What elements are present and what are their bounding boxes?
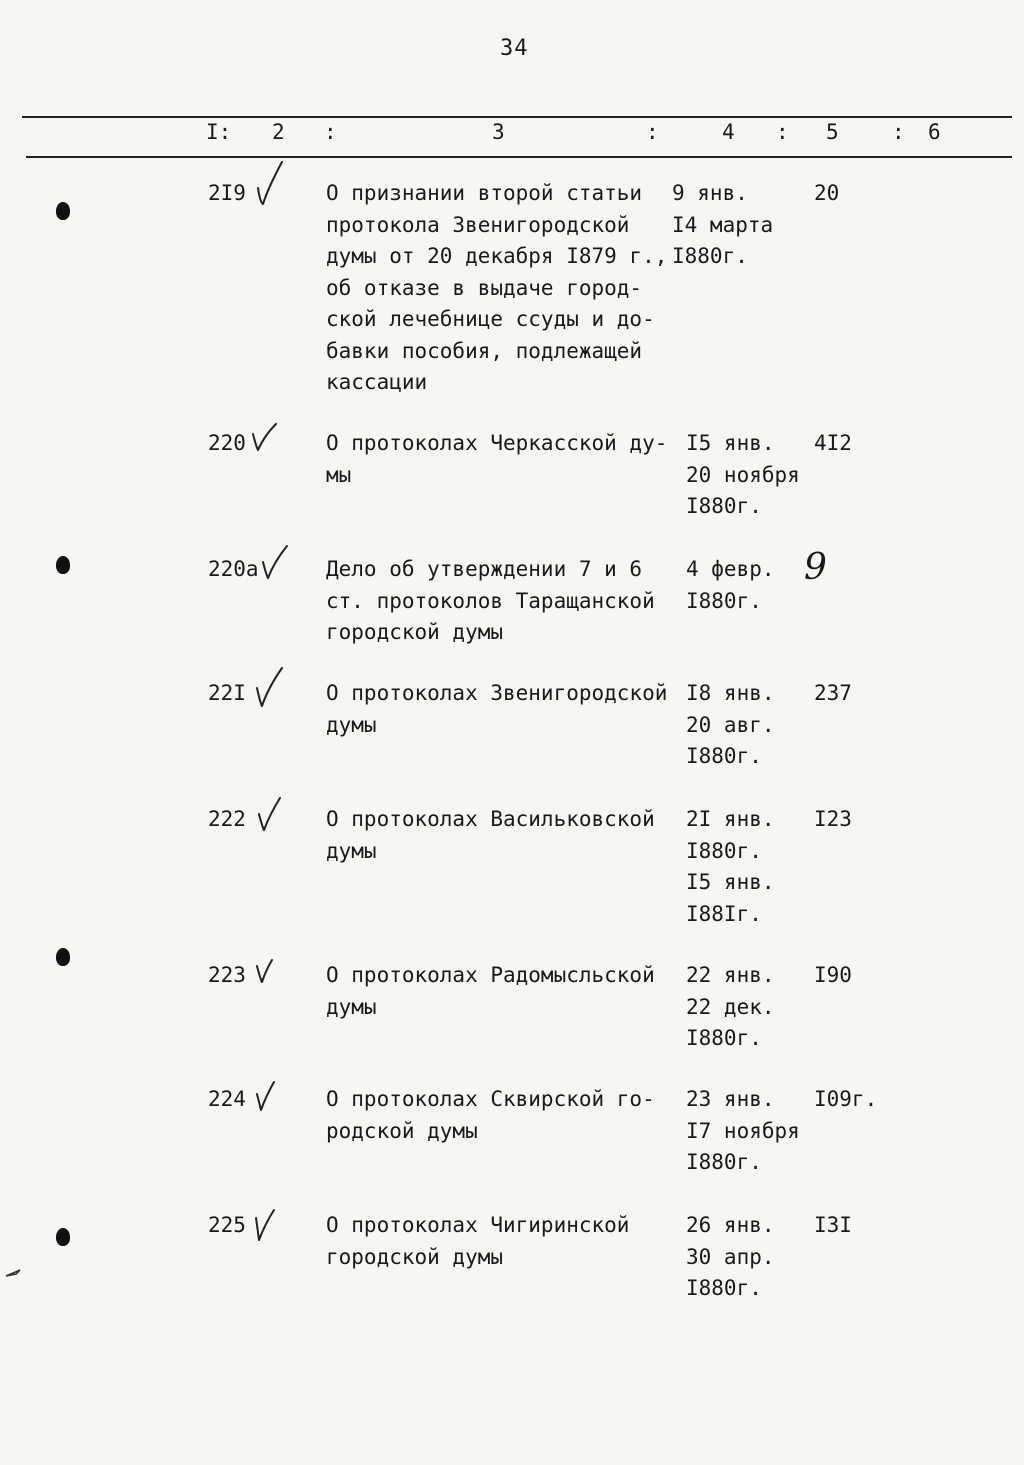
case-title-line: думы: [326, 994, 377, 1019]
case-date-line: 2I янв.: [686, 807, 775, 831]
case-date-line: I880г.: [672, 244, 748, 268]
header-sep-3: :: [776, 120, 789, 144]
case-title-line: родской думы: [326, 1118, 478, 1143]
case-title-line: мы: [326, 462, 352, 487]
case-title-line: ст. протоколов Таращанской: [326, 588, 655, 613]
case-title-line: думы: [326, 838, 377, 863]
case-date-line: I880г.: [686, 1026, 762, 1050]
case-title: [326, 428, 667, 491]
inventory-number: 223: [208, 963, 246, 987]
case-title-line: О протоколах Чигиринской: [326, 1213, 630, 1237]
case-date-line: I880г.: [686, 838, 762, 863]
case-date-line: 4 февр.: [686, 557, 775, 581]
case-date-line: 20 авг.: [686, 712, 775, 737]
case-title-line: О протоколах Звенигородской: [326, 681, 668, 705]
checkmark-icon: [260, 542, 290, 584]
header-col-3: 3: [492, 120, 505, 144]
header-col-6: 6: [928, 120, 941, 144]
inventory-number: 220: [208, 431, 246, 455]
checkmark-icon: [254, 158, 284, 212]
case-title: [326, 960, 655, 1023]
checkmark-icon: [254, 664, 284, 714]
case-date-line: I8 янв.: [686, 681, 775, 705]
case-date-line: I880г.: [686, 744, 762, 768]
sheet-count: I09г.: [814, 1087, 878, 1111]
page-number: 34: [500, 36, 529, 61]
case-date-line: 9 янв.: [672, 181, 748, 205]
case-title-line: О протоколах Сквирской го-: [326, 1087, 655, 1111]
case-dates: [686, 554, 775, 617]
header-col-4: 4: [722, 120, 735, 144]
sheet-count: 237: [814, 681, 852, 705]
inventory-number: 22I: [208, 681, 246, 705]
checkmark-icon: [252, 1206, 278, 1246]
binder-hole: [56, 1228, 70, 1246]
case-title: [326, 554, 655, 649]
binder-hole: [56, 202, 70, 220]
case-date-line: I880г.: [686, 1276, 762, 1300]
case-date-line: I880г.: [686, 1150, 762, 1174]
case-title-line: бавки пособия, подлежащей: [326, 338, 643, 363]
header-col-2: 2: [272, 120, 285, 144]
inventory-number: 222: [208, 807, 246, 831]
case-title-line: протокола Звенигородской: [326, 212, 630, 237]
case-date-line: I880г.: [686, 588, 762, 613]
case-date-line: 22 дек.: [686, 994, 775, 1019]
header-bottom-rule: [26, 156, 1012, 158]
case-title-line: О признании второй статьи: [326, 181, 643, 205]
case-date-line: I5 янв.: [686, 870, 775, 894]
case-title-line: городской думы: [326, 620, 504, 644]
inventory-number: 225: [208, 1213, 246, 1237]
sheet-count: I23: [814, 807, 852, 831]
case-date-line: I88Iг.: [686, 901, 762, 926]
header-col-1: I:: [206, 120, 232, 144]
case-title: [326, 678, 667, 741]
sheet-count: I3I: [814, 1213, 852, 1237]
sheet-count: 4I2: [814, 431, 852, 455]
inventory-number: 224: [208, 1087, 246, 1111]
case-title: [326, 1210, 629, 1273]
case-date-line: I880г.: [686, 494, 762, 518]
checkmark-icon: [256, 794, 286, 836]
case-title-line: ской лечебнице ссуды и до-: [326, 307, 655, 331]
case-title-line: городской думы: [326, 1244, 504, 1269]
case-title: [326, 178, 667, 399]
case-date-line: 22 янв.: [686, 963, 775, 987]
case-date-line: 26 янв.: [686, 1213, 775, 1237]
header-sep-1: :: [324, 120, 337, 144]
case-title-line: О протоколах Радомысльской: [326, 963, 655, 987]
sheet-count: I90: [814, 963, 852, 987]
case-title-line: думы от 20 декабря I879 г.,: [326, 244, 668, 268]
case-dates: [686, 960, 775, 1055]
binder-hole: [56, 948, 70, 966]
case-title-line: об отказе в выдаче город-: [326, 275, 643, 300]
case-date-line: 30 апр.: [686, 1244, 775, 1269]
header-sep-2: :: [646, 120, 659, 144]
case-dates: [686, 428, 800, 523]
case-title: [326, 804, 655, 867]
case-title-line: О протоколах Черкасской ду-: [326, 431, 668, 455]
checkmark-icon: [254, 1078, 278, 1116]
checkmark-icon: [250, 420, 280, 462]
binder-hole: [56, 556, 70, 574]
case-title-line: О протоколах Васильковской: [326, 807, 655, 831]
case-title-line: думы: [326, 712, 377, 737]
header-top-rule: [22, 116, 1012, 118]
case-date-line: I5 янв.: [686, 431, 775, 455]
inventory-number: 220а: [208, 557, 259, 581]
case-title-line: кассации: [326, 370, 428, 394]
header-sep-4: :: [892, 120, 905, 144]
margin-pencil-mark: [4, 1268, 24, 1278]
inventory-number: 2I9: [208, 181, 246, 205]
case-title-line: Дело об утверждении 7 и 6: [326, 557, 643, 581]
case-date-line: 20 ноября: [686, 462, 800, 487]
sheet-count: 20: [814, 181, 840, 205]
header-col-5: 5: [826, 120, 839, 144]
checkmark-icon: [254, 956, 276, 990]
case-dates: [686, 1210, 775, 1305]
case-dates: [672, 178, 773, 273]
case-dates: [686, 804, 775, 930]
case-dates: [686, 1084, 800, 1179]
case-date-line: I4 марта: [672, 212, 774, 237]
case-title: [326, 1084, 655, 1147]
case-date-line: I7 ноября: [686, 1118, 800, 1143]
case-dates: [686, 678, 775, 773]
case-date-line: 23 янв.: [686, 1087, 775, 1111]
sheet-count-handwritten: 9: [804, 547, 827, 588]
